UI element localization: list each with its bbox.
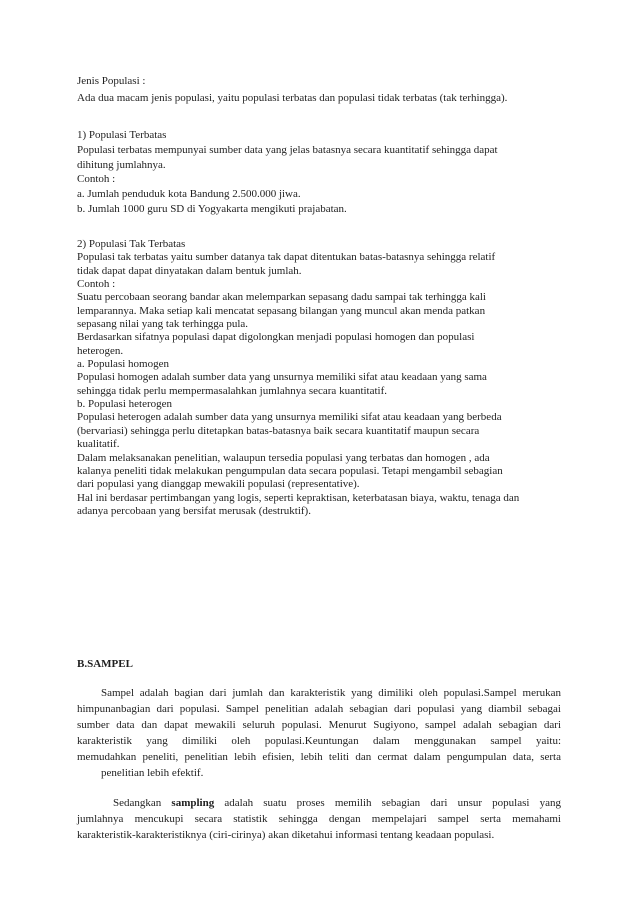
- body-line: sehingga tidak perlu mempermasalahkan jumlahnya secara kuantitatif.: [77, 384, 388, 397]
- example-text-line: sepasang nilai yang tak terhingga pula.: [77, 318, 249, 331]
- subheading-populasi-heterogen: b. Populasi heterogen: [77, 398, 173, 411]
- body-line: tidak dapat dapat dinyatakan dalam bentuk jumlah.: [77, 264, 302, 277]
- section-populasi-tak-terbatas: [77, 238, 561, 518]
- body-line: dari populasi yang dianggap mewakili populasi (representative).: [77, 478, 360, 491]
- example-item: b. Jumlah 1000 guru SD di Yogyakarta mengikuti prajabatan.: [77, 202, 347, 215]
- sampel-paragraph-2: [77, 795, 561, 843]
- body-line: Hal ini berdasar pertimbangan yang logis, seperti kepraktisan, keterbatasan biaya, waktu, tenaga dan: [77, 491, 520, 504]
- section-sampel-heading-block: [77, 657, 561, 671]
- paragraph-line: himpunanbagian dari populasi. Sampel penelitian adalah sebagian dari populasi yang diambil sebagai: [77, 703, 561, 715]
- example-item: a. Jumlah penduduk kota Bandung 2.500.000 jiwa.: [77, 188, 301, 201]
- body-line: Populasi homogen adalah sumber data yang unsurnya memiliki sifat atau keadaan yang sama: [77, 371, 487, 384]
- body-line: Dalam melaksanakan penelitian, walaupun tersedia populasi yang terbatas dan homogen , ada: [77, 451, 490, 464]
- subsection-heading-populasi-terbatas: 1) Populasi Terbatas: [77, 129, 167, 141]
- paragraph-line: Sampel adalah bagian dari jumlah dan karakteristik yang dimiliki oleh populasi.Sampel merukan: [101, 687, 561, 699]
- section-heading-jenis-populasi: Jenis Populasi :: [77, 75, 146, 87]
- body-line: kalanya peneliti tidak melakukan pengumpulan data secara populasi. Tetapi mengambil sebagian: [77, 464, 503, 477]
- term-sampling: sampling: [171, 797, 215, 809]
- section-populasi-terbatas: [77, 128, 561, 217]
- paragraph-line: penelitian lebih efektif.: [101, 767, 204, 779]
- subsection-heading-populasi-tak-terbatas: 2) Populasi Tak Terbatas: [77, 238, 186, 250]
- paragraph-line: karakteristik-karakteristiknya (ciri-cirinya) akan diketahui informasi tentang keadaan populasi.: [77, 829, 495, 841]
- body-line: dihitung jumlahnya.: [77, 158, 166, 171]
- paragraph-line: memudahkan peneliti, penelitian lebih efisien, lebih teliti dan cermat dalam pengumpulan data, serta: [77, 751, 561, 763]
- intro-text: Ada dua macam jenis populasi, yaitu populasi terbatas dan populasi tidak terbatas (tak terhingga).: [77, 92, 508, 104]
- body-line: heterogen.: [77, 344, 124, 357]
- paragraph-line: jumlahnya mencukupi secara statistik sehingga dengan mempelajari sampel serta memahami: [77, 813, 561, 825]
- body-line: adanya percobaan yang bersifat merusak (destruktif).: [77, 504, 311, 517]
- body-line: (bervariasi) sehingga perlu ditetapkan batas-batasnya baik secara kuantitatif maupun secara: [77, 424, 480, 437]
- example-label: Contoh :: [77, 278, 116, 291]
- section-heading-sampel: B.SAMPEL: [77, 658, 133, 670]
- body-line: Berdasarkan sifatnya populasi dapat digolongkan menjadi populasi homogen dan populasi: [77, 331, 475, 344]
- body-line: kualitatif.: [77, 438, 120, 451]
- example-text-line: Suatu percobaan seorang bandar akan melemparkan sepasang dadu sampai tak terhingga kali: [77, 291, 486, 304]
- paragraph-line: karakteristik yang dimiliki oleh populasi.Keuntungan dalam menggunakan sampel yaitu:: [77, 735, 561, 747]
- paragraph-lead-text: Sedangkan: [113, 797, 162, 809]
- subheading-populasi-homogen: a. Populasi homogen: [77, 358, 169, 371]
- body-line: Populasi tak terbatas yaitu sumber datanya tak dapat ditentukan batas-batasnya sehingga relatif: [77, 251, 496, 264]
- example-label: Contoh :: [77, 173, 116, 186]
- paragraph-line: sumber data dan dapat mewakili seluruh populasi. Menurut Sugiyono, sampel adalah sebagian dari: [77, 719, 561, 731]
- example-text-line: lemparannya. Maka setiap kali mencatat sepasang bilangan yang muncul akan menda patkan: [77, 304, 486, 317]
- body-line: Populasi heterogen adalah sumber data yang unsurnya memiliki sifat atau keadaan yang berbeda: [77, 411, 502, 424]
- paragraph-line: [77, 795, 561, 811]
- paragraph-rest-text: adalah suatu proses memilih sebagian dari unsur populasi yang: [224, 797, 561, 809]
- sampel-paragraph-1: [77, 685, 561, 781]
- body-line: Populasi terbatas mempunyai sumber data yang jelas batasnya secara kuantitatif sehingga dapat: [77, 143, 498, 156]
- section-jenis-populasi: [77, 73, 561, 107]
